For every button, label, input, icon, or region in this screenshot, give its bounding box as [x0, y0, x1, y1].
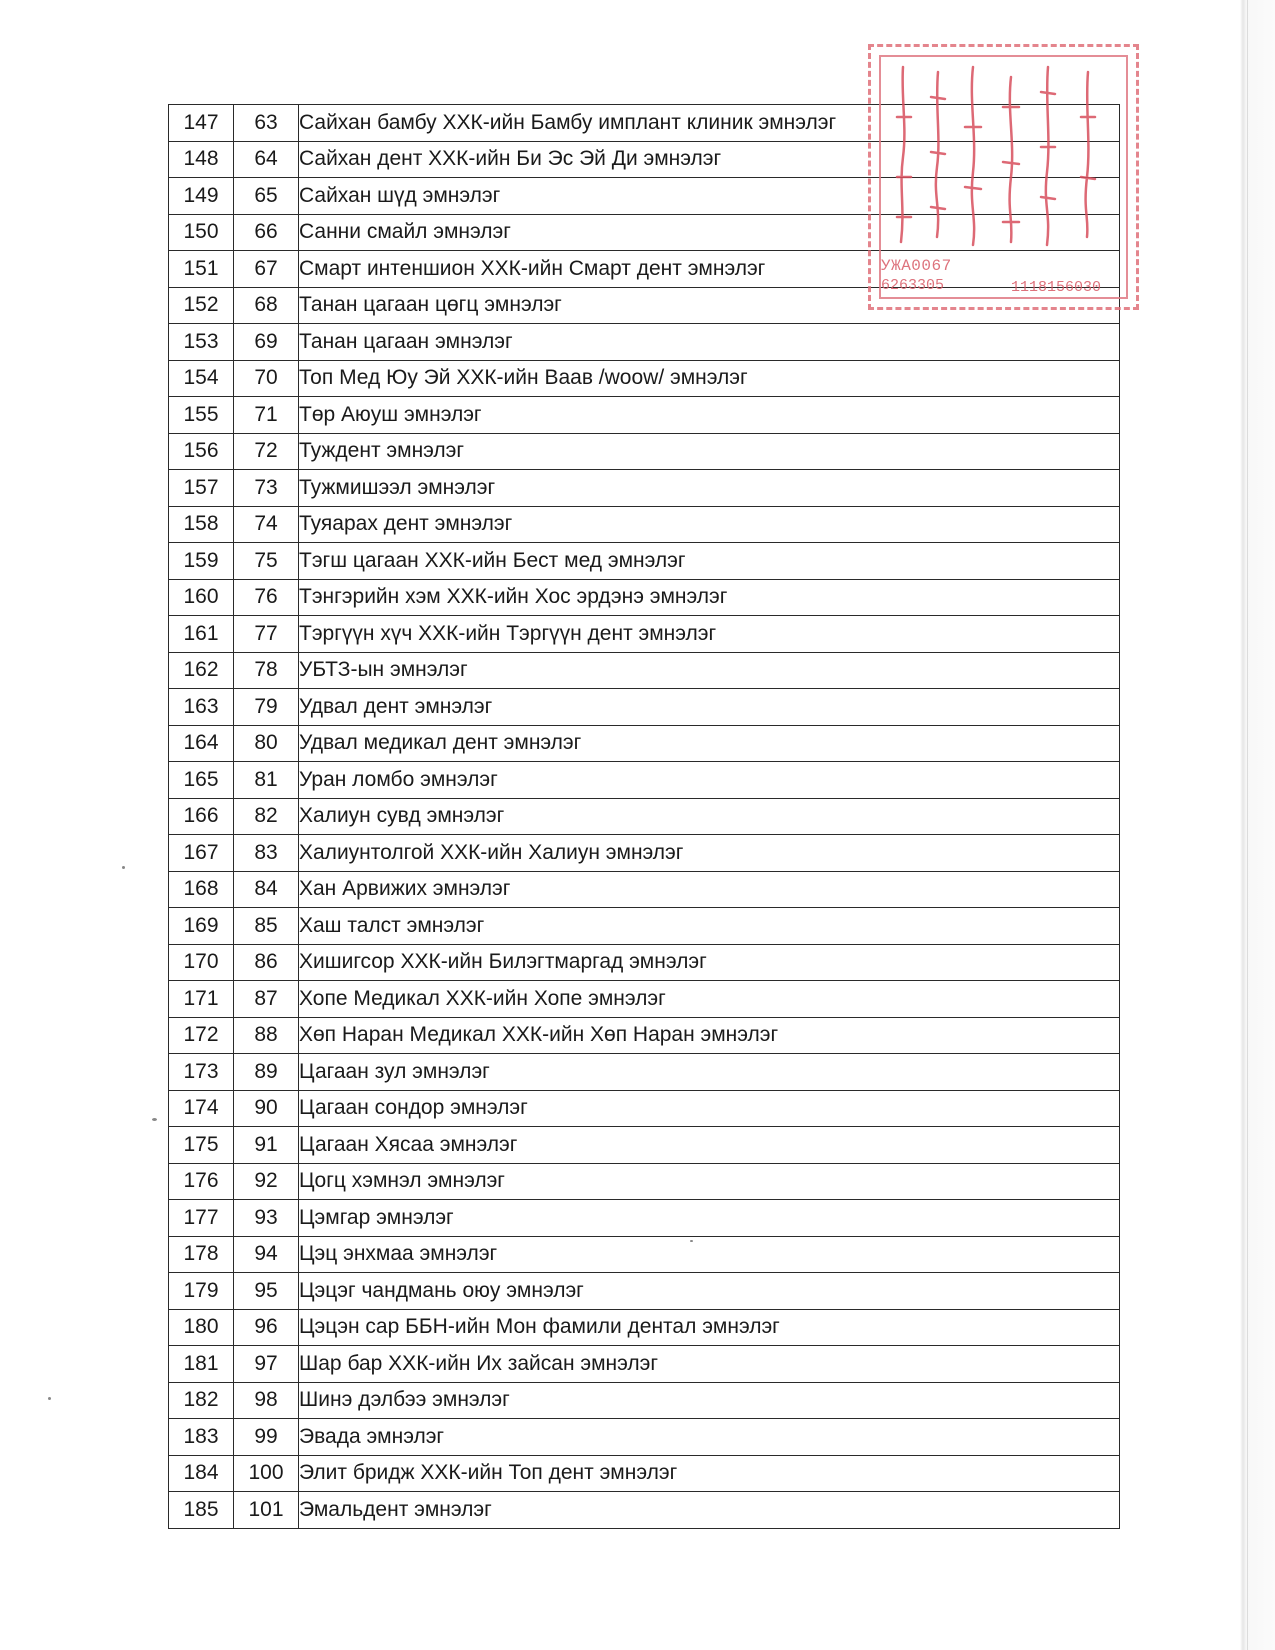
sub-number: 74	[234, 506, 299, 543]
row-number: 157	[169, 470, 234, 507]
row-number: 161	[169, 616, 234, 653]
sub-number: 88	[234, 1017, 299, 1054]
clinic-name: Тэнгэрийн хэм ХХК-ийн Хос эрдэнэ эмнэлэг	[299, 579, 1120, 616]
sub-number: 78	[234, 652, 299, 689]
clinic-name: Цагаан сондор эмнэлэг	[299, 1090, 1120, 1127]
table-row	[169, 871, 1120, 908]
clinic-name: Цэц энхмаа эмнэлэг	[299, 1236, 1120, 1273]
row-number: 151	[169, 251, 234, 288]
row-number: 182	[169, 1382, 234, 1419]
clinic-name: Тужмишээл эмнэлэг	[299, 470, 1120, 507]
sub-number: 65	[234, 178, 299, 215]
table-row	[169, 1455, 1120, 1492]
clinic-name: Хопе Медикал ХХК-ийн Хопе эмнэлэг	[299, 981, 1120, 1018]
row-number: 184	[169, 1455, 234, 1492]
stamp-code: УЖА0067	[881, 257, 952, 275]
sub-number: 96	[234, 1309, 299, 1346]
table-row	[169, 360, 1120, 397]
sub-number: 68	[234, 287, 299, 324]
row-number: 177	[169, 1200, 234, 1237]
row-number: 173	[169, 1054, 234, 1091]
row-number: 171	[169, 981, 234, 1018]
table-row	[169, 543, 1120, 580]
sub-number: 75	[234, 543, 299, 580]
sub-number: 87	[234, 981, 299, 1018]
clinic-name: Туждент эмнэлэг	[299, 433, 1120, 470]
table-row	[169, 981, 1120, 1018]
table-row	[169, 1200, 1120, 1237]
clinic-name: Тэгш цагаан ХХК-ийн Бест мед эмнэлэг	[299, 543, 1120, 580]
table-row	[169, 579, 1120, 616]
sub-number: 100	[234, 1455, 299, 1492]
table-row	[169, 652, 1120, 689]
sub-number: 101	[234, 1492, 299, 1529]
row-number: 165	[169, 762, 234, 799]
row-number: 178	[169, 1236, 234, 1273]
scan-edge-shadow	[1240, 0, 1275, 1650]
table-row	[169, 1419, 1120, 1456]
table-row	[169, 908, 1120, 945]
row-number: 169	[169, 908, 234, 945]
clinic-name: Шинэ дэлбээ эмнэлэг	[299, 1382, 1120, 1419]
clinic-name: Халиун сувд эмнэлэг	[299, 798, 1120, 835]
clinic-name: Сайхан бамбу ХХК-ийн Бамбу имплант клиник эмнэлэг	[299, 105, 1120, 142]
sub-number: 99	[234, 1419, 299, 1456]
clinic-name: Сайхан дент ХХК-ийн Би Эс Эй Ди эмнэлэг	[299, 141, 1120, 178]
row-number: 158	[169, 506, 234, 543]
table-row	[169, 1127, 1120, 1164]
row-number: 185	[169, 1492, 234, 1529]
scan-speck	[690, 1240, 693, 1242]
sub-number: 63	[234, 105, 299, 142]
stamp-register-number: 1118156030	[1011, 279, 1102, 296]
table-row	[169, 725, 1120, 762]
row-number: 170	[169, 944, 234, 981]
clinic-name: Цэцэн сар ББН-ийн Мон фамили дентал эмнэлэг	[299, 1309, 1120, 1346]
table-row	[169, 689, 1120, 726]
row-number: 160	[169, 579, 234, 616]
row-number: 174	[169, 1090, 234, 1127]
row-number: 155	[169, 397, 234, 434]
row-number: 148	[169, 141, 234, 178]
row-number: 159	[169, 543, 234, 580]
sub-number: 83	[234, 835, 299, 872]
scan-speck	[122, 866, 125, 869]
sub-number: 71	[234, 397, 299, 434]
clinic-name: Танан цагаан цөгц эмнэлэг	[299, 287, 1120, 324]
sub-number: 69	[234, 324, 299, 361]
row-number: 167	[169, 835, 234, 872]
clinic-name: Цогц хэмнэл эмнэлэг	[299, 1163, 1120, 1200]
sub-number: 95	[234, 1273, 299, 1310]
table-row	[169, 397, 1120, 434]
clinic-name: Эвада эмнэлэг	[299, 1419, 1120, 1456]
row-number: 179	[169, 1273, 234, 1310]
clinic-name: Төр Аюуш эмнэлэг	[299, 397, 1120, 434]
clinic-name: Танан цагаан эмнэлэг	[299, 324, 1120, 361]
clinic-name: Цагаан Хясаа эмнэлэг	[299, 1127, 1120, 1164]
sub-number: 72	[234, 433, 299, 470]
sub-number: 84	[234, 871, 299, 908]
row-number: 152	[169, 287, 234, 324]
row-number: 183	[169, 1419, 234, 1456]
table-row	[169, 1236, 1120, 1273]
table-row	[169, 1346, 1120, 1383]
row-number: 168	[169, 871, 234, 908]
clinic-list-body	[169, 105, 1120, 1529]
scan-speck	[48, 1397, 51, 1400]
table-row	[169, 506, 1120, 543]
sub-number: 70	[234, 360, 299, 397]
row-number: 156	[169, 433, 234, 470]
clinic-name: Хаш талст эмнэлэг	[299, 908, 1120, 945]
table-row	[169, 1273, 1120, 1310]
clinic-name: Халиунтолгой ХХК-ийн Халиун эмнэлэг	[299, 835, 1120, 872]
clinic-name: Смарт интеншион ХХК-ийн Смарт дент эмнэлэг	[299, 251, 1120, 288]
sub-number: 81	[234, 762, 299, 799]
sub-number: 93	[234, 1200, 299, 1237]
sub-number: 79	[234, 689, 299, 726]
sub-number: 85	[234, 908, 299, 945]
row-number: 172	[169, 1017, 234, 1054]
table-row	[169, 944, 1120, 981]
row-number: 181	[169, 1346, 234, 1383]
clinic-name: Топ Мед Юу Эй ХХК-ийн Ваав /woow/ эмнэлэг	[299, 360, 1120, 397]
row-number: 149	[169, 178, 234, 215]
clinic-name: Цагаан зул эмнэлэг	[299, 1054, 1120, 1091]
stamp-phone: 6263305	[881, 277, 945, 294]
sub-number: 86	[234, 944, 299, 981]
clinic-name: Эмальдент эмнэлэг	[299, 1492, 1120, 1529]
clinic-name: Удвал дент эмнэлэг	[299, 689, 1120, 726]
clinic-name: Хөп Наран Медикал ХХК-ийн Хөп Наран эмнэлэг	[299, 1017, 1120, 1054]
sub-number: 82	[234, 798, 299, 835]
table-row	[169, 470, 1120, 507]
clinic-name: Уран ломбо эмнэлэг	[299, 762, 1120, 799]
clinic-name: Хишигсор ХХК-ийн Билэгтмаргад эмнэлэг	[299, 944, 1120, 981]
row-number: 163	[169, 689, 234, 726]
clinic-name: УБТЗ-ын эмнэлэг	[299, 652, 1120, 689]
row-number: 176	[169, 1163, 234, 1200]
clinic-name: Удвал медикал дент эмнэлэг	[299, 725, 1120, 762]
clinic-name: Хан Арвижих эмнэлэг	[299, 871, 1120, 908]
clinic-name: Цэмгар эмнэлэг	[299, 1200, 1120, 1237]
clinic-name: Туяарах дент эмнэлэг	[299, 506, 1120, 543]
stamp-mongolian-script	[883, 57, 1113, 247]
clinic-name: Санни смайл эмнэлэг	[299, 214, 1120, 251]
sub-number: 91	[234, 1127, 299, 1164]
sub-number: 66	[234, 214, 299, 251]
row-number: 164	[169, 725, 234, 762]
clinic-name: Шар бар ХХК-ийн Их зайсан эмнэлэг	[299, 1346, 1120, 1383]
sub-number: 80	[234, 725, 299, 762]
table-row	[169, 762, 1120, 799]
table-row	[169, 1382, 1120, 1419]
sub-number: 94	[234, 1236, 299, 1273]
sub-number: 64	[234, 141, 299, 178]
row-number: 166	[169, 798, 234, 835]
row-number: 180	[169, 1309, 234, 1346]
official-stamp	[868, 44, 1139, 310]
table-row	[169, 1309, 1120, 1346]
sub-number: 76	[234, 579, 299, 616]
table-row	[169, 1054, 1120, 1091]
sub-number: 67	[234, 251, 299, 288]
clinic-name: Сайхан шүд эмнэлэг	[299, 178, 1120, 215]
clinic-name: Элит бридж ХХК-ийн Топ дент эмнэлэг	[299, 1455, 1120, 1492]
clinic-name: Цэцэг чандмань оюу эмнэлэг	[299, 1273, 1120, 1310]
row-number: 175	[169, 1127, 234, 1164]
table-row	[169, 1492, 1120, 1529]
table-row	[169, 433, 1120, 470]
row-number: 153	[169, 324, 234, 361]
row-number: 154	[169, 360, 234, 397]
table-row	[169, 1163, 1120, 1200]
row-number: 147	[169, 105, 234, 142]
table-row	[169, 324, 1120, 361]
clinic-list-table	[168, 104, 1120, 1529]
table-row	[169, 616, 1120, 653]
table-row	[169, 1017, 1120, 1054]
sub-number: 73	[234, 470, 299, 507]
table-row	[169, 835, 1120, 872]
sub-number: 97	[234, 1346, 299, 1383]
scan-speck	[152, 1118, 157, 1121]
row-number: 162	[169, 652, 234, 689]
sub-number: 89	[234, 1054, 299, 1091]
sub-number: 92	[234, 1163, 299, 1200]
sub-number: 98	[234, 1382, 299, 1419]
row-number: 150	[169, 214, 234, 251]
table-row	[169, 1090, 1120, 1127]
table-row	[169, 798, 1120, 835]
clinic-name: Тэргүүн хүч ХХК-ийн Тэргүүн дент эмнэлэг	[299, 616, 1120, 653]
sub-number: 77	[234, 616, 299, 653]
sub-number: 90	[234, 1090, 299, 1127]
